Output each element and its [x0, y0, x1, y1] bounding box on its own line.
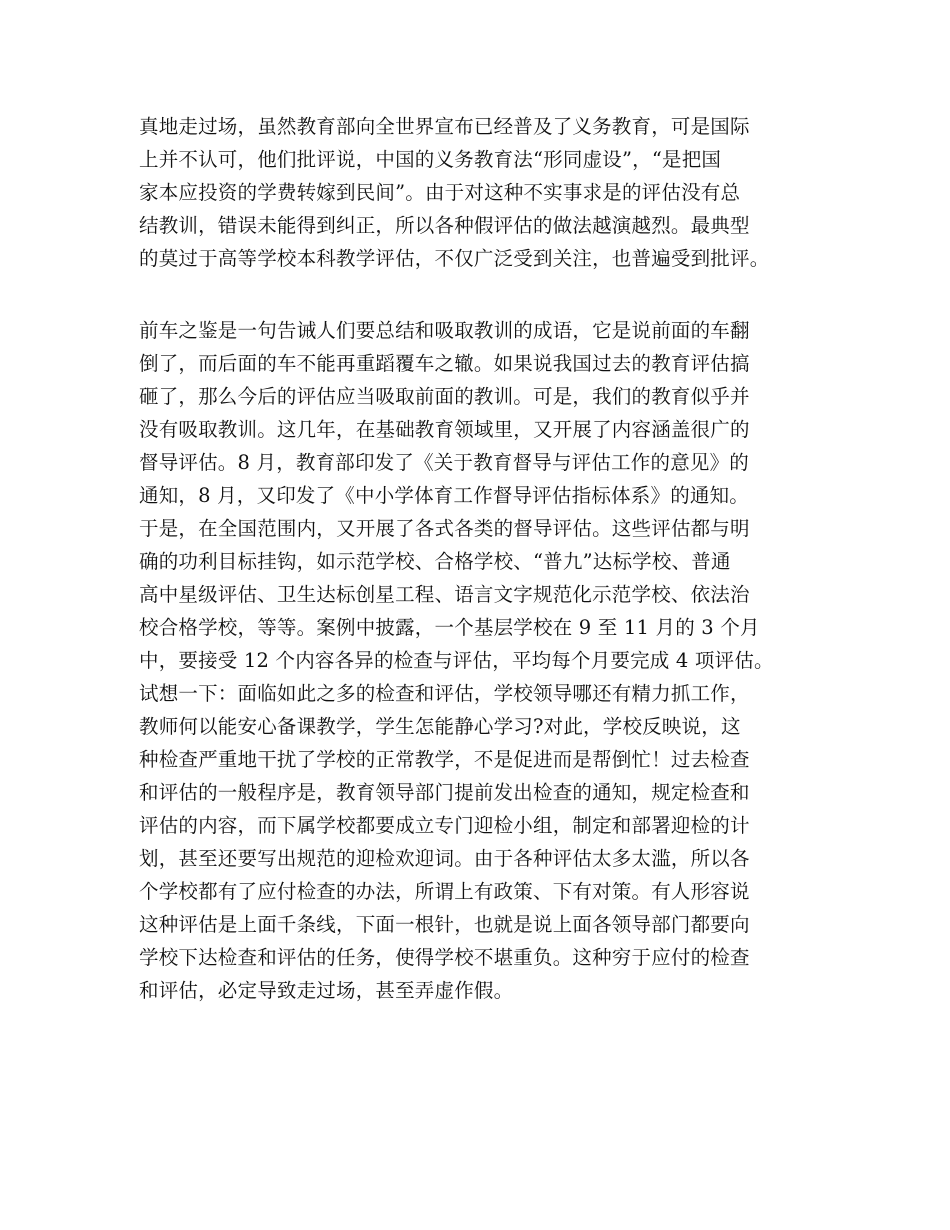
- text-line: 和评估的一般程序是，教育领导部门提前发出检查的通知，规定检查和: [139, 781, 750, 804]
- text-line: 通知，8 月，又印发了《中小学体育工作督导评估指标体系》的通知。: [139, 484, 750, 507]
- text-line: 高中星级评估、卫生达标创星工程、语言文字规范化示范学校、依法治: [139, 583, 750, 606]
- text-line: 于是，在全国范围内，又开展了各式各类的督导评估。这些评估都与明: [139, 517, 750, 540]
- text-line: 倒了，而后面的车不能再重蹈覆车之辙。如果说我国过去的教育评估搞: [139, 352, 750, 375]
- text-line: 前车之鉴是一句告诫人们要总结和吸取教训的成语，它是说前面的车翻: [139, 319, 750, 342]
- text-line: 和评估，必定导致走过场，甚至弄虚作假。: [139, 979, 514, 1002]
- text-line: 划，甚至还要写出规范的迎检欢迎词。由于各种评估太多太滥，所以各: [139, 847, 750, 870]
- text-line: 上并不认可，他们批评说，中国的义务教育法“形同虚设”，“是把国: [139, 148, 722, 171]
- text-line: 确的功利目标挂钩，如示范学校、合格学校、“普九”达标学校、普通: [139, 550, 731, 573]
- text-line: 督导评估。8 月，教育部印发了《关于教育督导与评估工作的意见》的: [139, 451, 750, 474]
- text-line: 砸了，那么今后的评估应当吸取前面的教训。可是，我们的教育似乎并: [139, 385, 750, 408]
- text-line: 真地走过场，虽然教育部向全世界宣布已经普及了义务教育，可是国际: [139, 115, 750, 138]
- text-line: 评估的内容，而下属学校都要成立专门迎检小组，制定和部署迎检的计: [139, 814, 750, 837]
- text-line: 试想一下：面临如此之多的检查和评估，学校领导哪还有精力抓工作，: [139, 682, 750, 705]
- text-line: 没有吸取教训。这几年，在基础教育领域里，又开展了内容涵盖很广的: [139, 418, 750, 441]
- text-line: 教师何以能安心备课教学，学生怎能静心学习?对此，学校反映说，这: [139, 715, 741, 738]
- text-line: 这种评估是上面千条线，下面一根针，也就是说上面各领导部门都要向: [139, 913, 750, 936]
- text-line: 校合格学校，等等。案例中披露，一个基层学校在 9 至 11 月的 3 个月: [139, 616, 760, 639]
- text-line: 的莫过于高等学校本科教学评估，不仅广泛受到关注，也普遍受到批评。: [139, 247, 770, 270]
- text-line: 学校下达检查和评估的任务，使得学校不堪重负。这种穷于应付的检查: [139, 946, 750, 969]
- text-line: 中，要接受 12 个内容各异的检查与评估，平均每个月要完成 4 项评估。: [139, 649, 774, 672]
- text-line: 结教训，错误未能得到纠正，所以各种假评估的做法越演越烈。最典型: [139, 214, 750, 237]
- text-line: 个学校都有了应付检查的办法，所谓上有政策、下有对策。有人形容说: [139, 880, 750, 903]
- text-line: 家本应投资的学费转嫁到民间”。由于对这种不实事求是的评估没有总: [139, 181, 741, 204]
- text-line: 种检查严重地干扰了学校的正常教学，不是促进而是帮倒忙！过去检查: [139, 748, 750, 771]
